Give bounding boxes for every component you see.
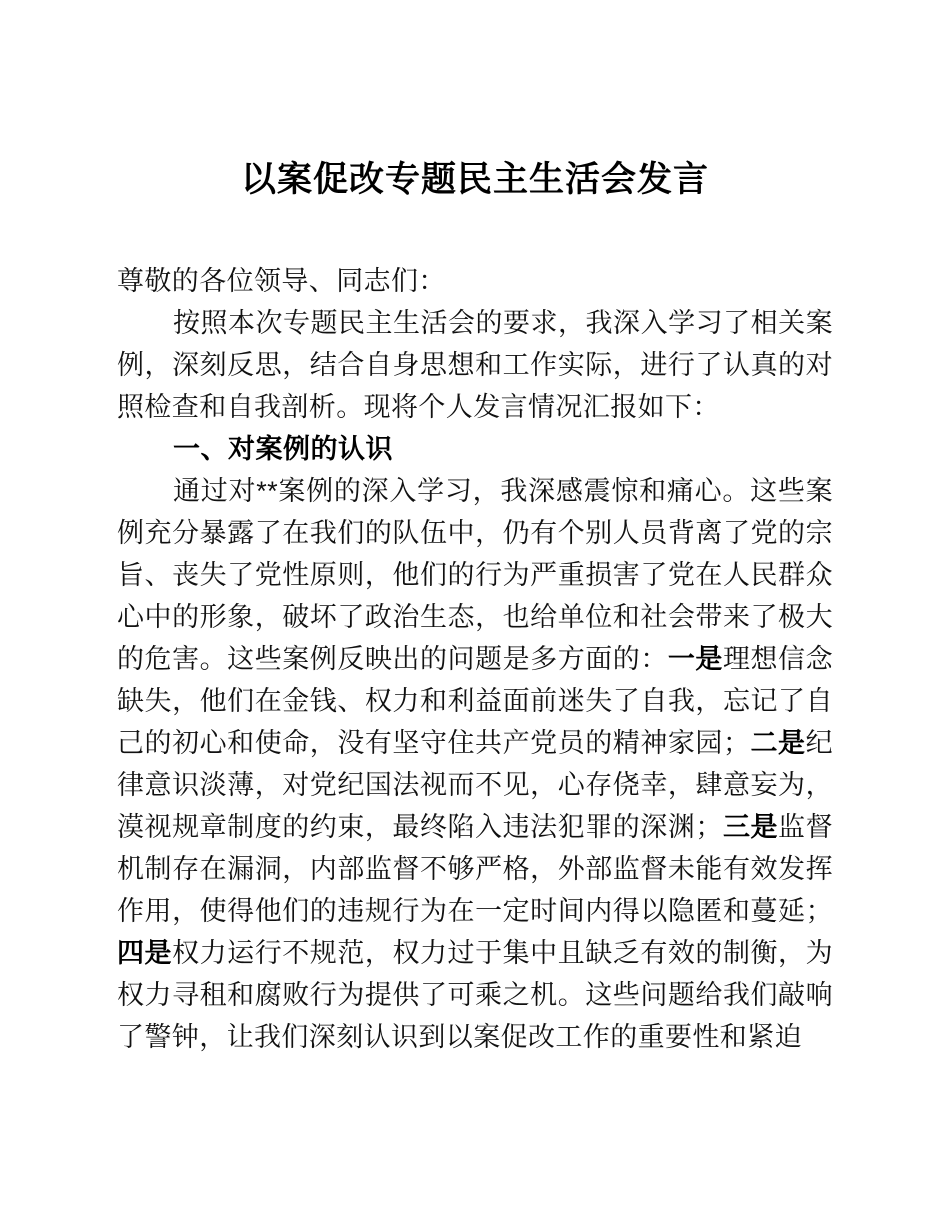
salutation-line: 尊敬的各位领导、同志们：: [117, 266, 446, 296]
section-one-text-part-2: 理想信念缺失，他们在金钱、权力和利益面前迷失了自我，忘记了自己的初心和使命，没有坚守住共产党员的精神家园；: [117, 644, 833, 758]
enumeration-marker-one: 一是: [667, 644, 723, 674]
document-body: [117, 0, 833, 1058]
page-title: 以案促改专题民主生活会发言: [240, 160, 709, 199]
enumeration-marker-three: 三是: [722, 812, 779, 842]
section-heading-one: 一、对案例的认识: [173, 434, 393, 464]
section-one-text-part-4: 监督机制存在漏洞，内部监督不够严格，外部监督未能有效发挥作用，使得他们的违规行为在一定时间内得以隐匿和蔓延；: [117, 812, 833, 926]
enumeration-marker-four: 四是: [117, 938, 173, 968]
section-one-paragraph: [117, 470, 833, 1058]
section-one-text-part-3: 纪律意识淡薄，对党纪国法视而不见，心存侥幸，肆意妄为，漠视规章制度的约束，最终陷入违法犯罪的深渊；: [117, 728, 833, 842]
section-one-text-part-1: 通过对**案例的深入学习，我深感震惊和痛心。这些案例充分暴露了在我们的队伍中，仍有个别人员背离了党的宗旨、丧失了党性原则，他们的行为严重损害了党在人民群众心中的形象，破坏了政治生态，也给单位和社会带来了极大的危害。这些案例反映出的问题是多方面的：: [117, 476, 833, 674]
enumeration-marker-two: 二是: [750, 728, 806, 758]
section-one-text-part-5: 权力运行不规范，权力过于集中且缺乏有效的制衡，为权力寻租和腐败行为提供了可乘之机。这些问题给我们敲响了警钟，让我们深刻认识到以案促改工作的重要性和紧迫: [117, 938, 833, 1052]
intro-paragraph: 按照本次专题民主生活会的要求，我深入学习了相关案例，深刻反思，结合自身思想和工作实际，进行了认真的对照检查和自我剖析。现将个人发言情况汇报如下：: [117, 308, 833, 422]
